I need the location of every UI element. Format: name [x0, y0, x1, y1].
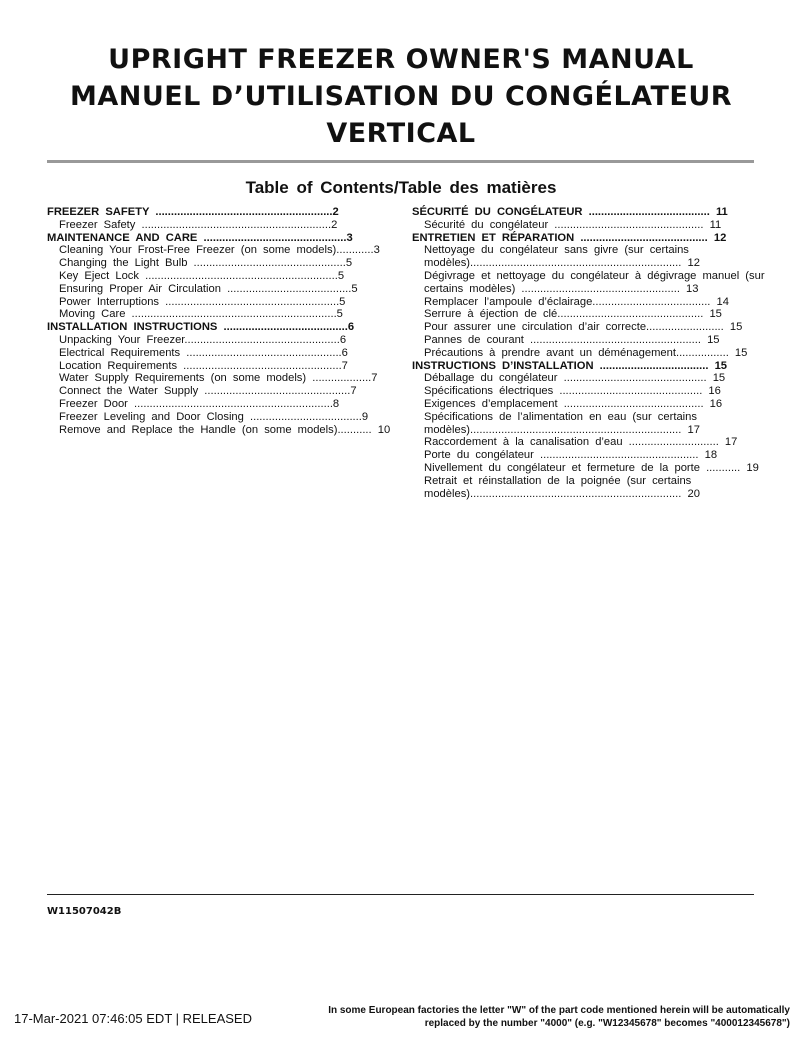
toc-left-entry: Connect the Water Supply ...............................................7	[59, 385, 357, 398]
toc-left-section: FREEZER SAFETY .........................................................2	[47, 206, 339, 218]
toc-right-entry: Sécurité du congélateur ................................................ 11	[424, 218, 722, 231]
toc-right-entry: Nivellement du congélateur et fermeture de la porte ........... 19	[424, 461, 759, 474]
toc-left-section: MAINTENANCE AND CARE ..............................................3	[47, 231, 353, 244]
toc-left-entry: Ensuring Proper Air Circulation ........................................5	[59, 282, 358, 295]
release-info: 17-Mar-2021 07:46:05 EDT | RELEASED	[14, 1011, 252, 1026]
toc-left-entry: Changing the Light Bulb .................................................5	[59, 257, 353, 270]
part-code-note	[292, 1004, 790, 1030]
toc-right-entry: Pour assurer une circulation d’air correcte......................... 15	[424, 321, 743, 334]
toc-left-entry: Electrical Requirements ..................................................6	[59, 346, 348, 359]
toc-left-column	[47, 206, 415, 436]
toc-right-section: SÉCURITÉ DU CONGÉLATEUR ....................................... 11	[412, 206, 728, 218]
toc-right-entry: Exigences d’emplacement ............................................. 16	[424, 397, 723, 410]
toc-left-section: INSTALLATION INSTRUCTIONS ........................................6	[47, 321, 355, 334]
toc-left-entry: Unpacking Your Freezer..................................................6	[59, 333, 347, 346]
toc-right-entry: Porte du congélateur ................................................... 18	[424, 449, 718, 462]
toc-left-entry: Freezer Door ................................................................8	[59, 397, 340, 410]
toc-left-entry: Location Requirements ...................................................7	[59, 359, 348, 372]
toc-right-entry: Serrure à éjection de clé............................................... 15	[424, 308, 722, 321]
title-line-english: UPRIGHT FREEZER OWNER'S MANUAL	[108, 44, 694, 75]
toc-right-entry: Spécifications de l’alimentation en eau (sur certains modèles).................................................................... 17	[424, 410, 700, 436]
part-number: W11507042B	[47, 906, 122, 917]
toc-right-section: ENTRETIEN ET RÉPARATION ......................................... 12	[412, 231, 727, 244]
toc-right-entry: Dégivrage et nettoyage du congélateur à dégivrage manuel (sur certains modèles) ................................................... 13	[424, 269, 765, 295]
toc-right-entry: Spécifications électriques .............................................. 16	[424, 385, 721, 398]
toc-right-section: INSTRUCTIONS D’INSTALLATION ................................... 15	[412, 359, 728, 372]
title-line-french-cont: VERTICAL	[326, 118, 476, 149]
toc-left-entry: Power Interruptions ........................................................5	[59, 295, 346, 308]
footer-divider	[47, 894, 754, 895]
toc-heading: Table of Contents/Table des matières	[245, 178, 557, 197]
toc-right-entry: Remplacer l’ampoule d’éclairage...................................... 14	[424, 295, 729, 308]
header-divider	[47, 160, 754, 163]
toc-left-entry: Freezer Leveling and Door Closing ....................................9	[59, 410, 369, 423]
toc-left-entry: Freezer Safety .............................................................2	[59, 218, 338, 231]
toc-left-entry: Water Supply Requirements (on some models) ...................7	[59, 372, 378, 385]
toc-left-entry: Key Eject Lock ..............................................................5	[59, 269, 345, 282]
part-code-note-line-1: In some European factories the letter "W" of the part code mentioned herein will be automatically	[328, 1005, 790, 1016]
toc-right-entry: Nettoyage du congélateur sans givre (sur certains modèles).................................................................... 12	[424, 244, 700, 270]
toc-right-entry: Précautions à prendre avant un déménagement................. 15	[424, 346, 748, 359]
title-line-french: MANUEL D’UTILISATION DU CONGÉLATEUR	[69, 81, 733, 112]
toc-left-entry: Cleaning Your Frost-Free Freezer (on some models)............3	[59, 244, 380, 257]
toc-right-entry: Raccordement à la canalisation d’eau ............................. 17	[424, 436, 738, 449]
toc-left-entry: Remove and Replace the Handle (on some models)........... 10	[59, 423, 391, 436]
toc-right-column	[412, 206, 798, 500]
toc-left-entry: Moving Care ..................................................................5	[59, 308, 343, 321]
toc-right-entry: Pannes de courant ....................................................... 15	[424, 333, 720, 346]
toc-right-entry: Retrait et réinstallation de la poignée (sur certains modèles).................................................................... 20	[424, 474, 700, 500]
part-code-note-line-2: replaced by the number "4000" (e.g. "W12345678" becomes "400012345678")	[424, 1018, 790, 1029]
toc-right-entry: Déballage du congélateur .............................................. 15	[424, 372, 726, 385]
